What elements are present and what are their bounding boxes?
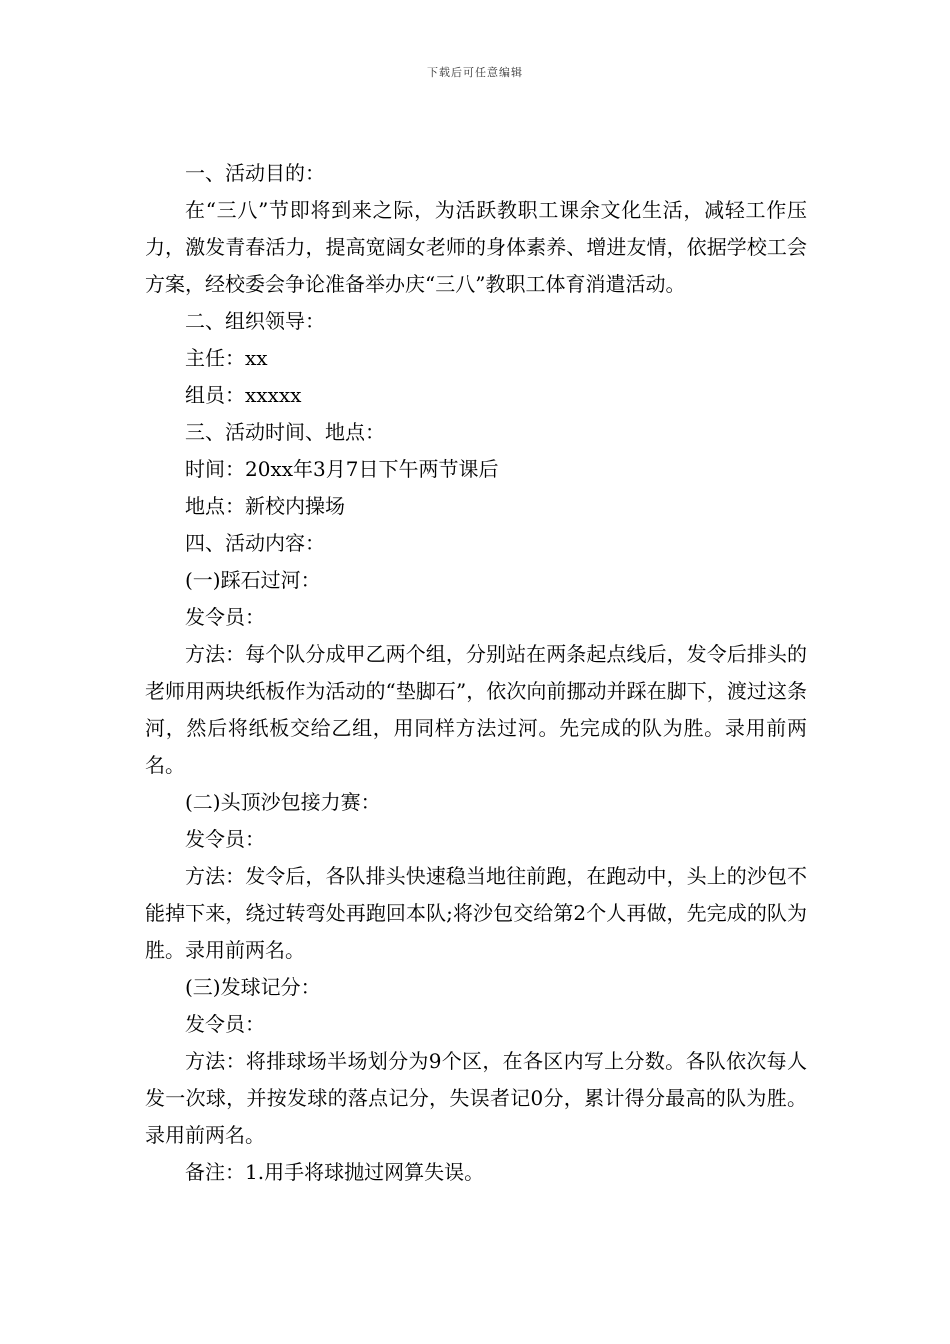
method-paragraph-2: 方法：发令后，各队排头快速稳当地往前跑，在跑动中，头上的沙包不能掉下来，绕过转弯处再跑回本队;将沙包交给第2个人再做，先完成的队为胜。录用前两名。 [145,864,807,962]
time-line: 时间：20xx年3月7日下午两节课后 [185,457,499,481]
members-line: 组员：xxxxx [185,383,302,407]
section-heading-time-place: 三、活动时间、地点： [185,420,385,444]
leader-line: 主任：xx [185,346,268,370]
place-line: 地点：新校内操场 [185,494,345,518]
section-heading-content: 四、活动内容： [185,531,325,555]
starter-line-3: 发令员： [185,1012,265,1036]
starter-line-2: 发令员： [185,827,265,851]
section-heading-purpose: 一、活动目的： [185,161,325,185]
method-paragraph-1: 方法：每个队分成甲乙两个组，分别站在两条起点线后，发令后排头的老师用两块纸板作为活动的“垫脚石”，依次向前挪动并踩在脚下，渡过这条河，然后将纸板交给乙组，用同样方法过河。先完成的队为胜。录用前两名。 [145,642,807,777]
remark-line: 备注：1.用手将球抛过网算失误。 [185,1160,485,1184]
activity-title-3: (三)发球记分： [185,975,321,999]
method-paragraph-3: 方法：将排球场半场划分为9个区，在各区内写上分数。各队依次每人发一次球，并按发球的落点记分，失误者记0分，累计得分最高的队为胜。录用前两名。 [145,1049,807,1147]
activity-title-1: (一)踩石过河： [185,568,321,592]
activity-title-2: (二)头顶沙包接力赛： [185,790,381,814]
section-heading-leadership: 二、组织领导： [185,309,325,333]
paragraph-purpose: 在“三八”节即将到来之际，为活跃教职工课余文化生活，减轻工作压力，激发青春活力，提高宽阔女老师的身体素养、增进友情，依据学校工会方案，经校委会争论准备举办庆“三八”教职工体育消遣活动。 [145,198,807,296]
document-body [145,155,807,1191]
page-header-note: 下载后可任意编辑 [427,66,523,79]
starter-line-1: 发令员： [185,605,265,629]
